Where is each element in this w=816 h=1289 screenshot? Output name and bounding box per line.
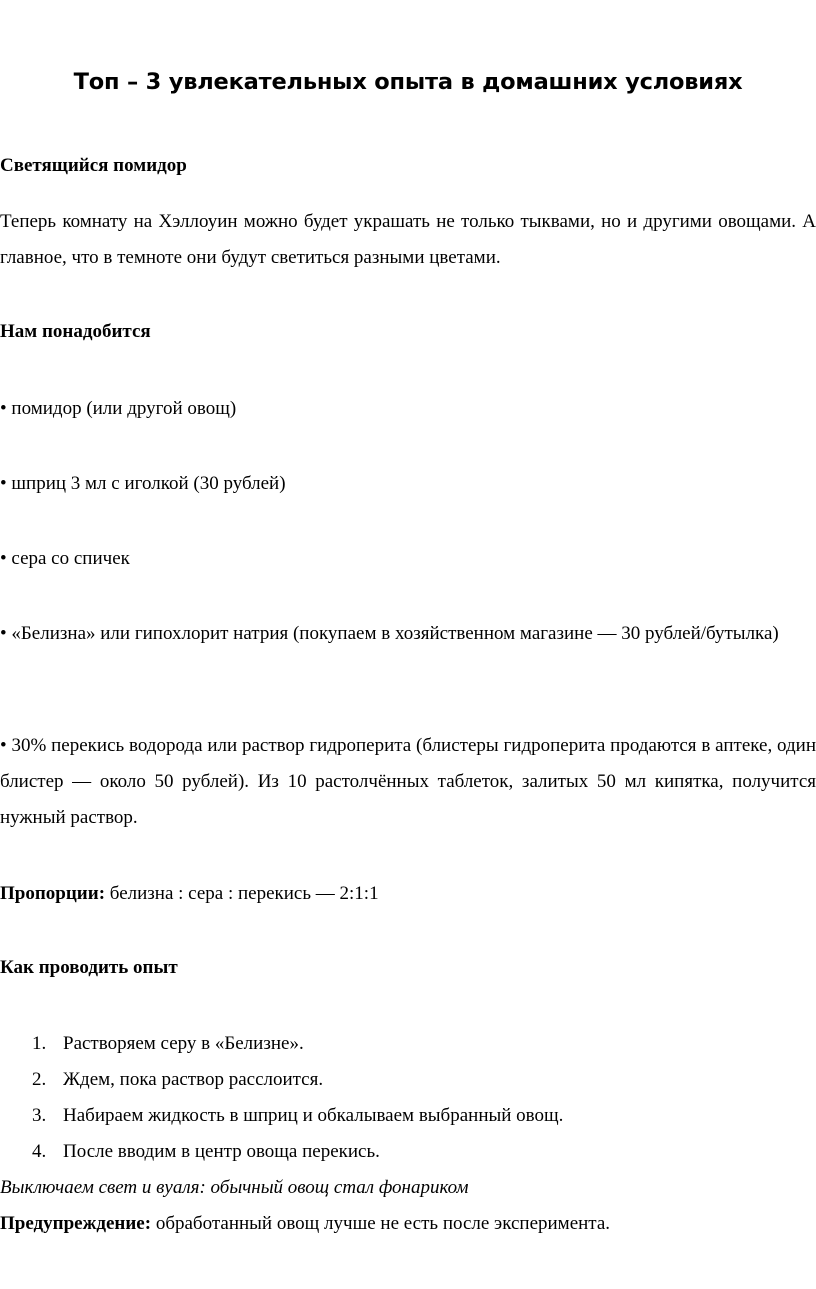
needs-item: • сера со спичек <box>0 548 130 569</box>
needs-item: • «Белизна» или гипохлорит натрия (покупаем в хозяйственном магазине — 30 рублей/бутылка) <box>0 623 779 644</box>
step-text: Ждем, пока раствор расслоится. <box>63 1069 324 1090</box>
section-heading-tomato: Светящийся помидор <box>0 155 187 176</box>
step-text: Набираем жидкость в шприц и обкалываем выбранный овощ. <box>63 1105 564 1126</box>
step-number: 2. <box>32 1069 47 1090</box>
howto-heading: Как проводить опыт <box>0 957 178 978</box>
proportions-value: белизна : сера : перекись — 2:1:1 <box>105 883 379 904</box>
intro-paragraph: Теперь комнату на Хэллоуин можно будет украшать не только тыквами, но и другими овощами. А главное, что в темноте они будут светиться разными цветами. <box>0 211 816 268</box>
needs-item: • шприц 3 мл с иголкой (30 рублей) <box>0 473 286 494</box>
step-number: 3. <box>32 1105 47 1126</box>
step-number: 1. <box>32 1033 47 1054</box>
page-title: Топ – 3 увлекательных опыта в домашних условиях <box>73 69 743 95</box>
step-text: После вводим в центр овоща перекись. <box>63 1141 380 1162</box>
warning-value: обработанный овощ лучше не есть после эксперимента. <box>151 1213 611 1234</box>
needs-item: • помидор (или другой овощ) <box>0 398 237 419</box>
result-note: Выключаем свет и вуаля: обычный овощ стал фонариком <box>0 1177 469 1198</box>
needs-item: • 30% перекись водорода или раствор гидроперита (блистеры гидроперита продаются в аптеке, один блистер — около 50 рублей). Из 10 растолчённых таблеток, залитых 50 мл кипятка, получится нужный раствор. <box>0 735 816 828</box>
proportions-line <box>0 876 816 912</box>
step-text: Растворяем серу в «Белизне». <box>63 1033 304 1054</box>
step-number: 4. <box>32 1141 47 1162</box>
proportions-label: Пропорции: <box>0 883 106 904</box>
warning-label: Предупреждение: <box>0 1213 152 1234</box>
needs-heading: Нам понадобится <box>0 321 151 342</box>
warning-line <box>0 1206 816 1242</box>
